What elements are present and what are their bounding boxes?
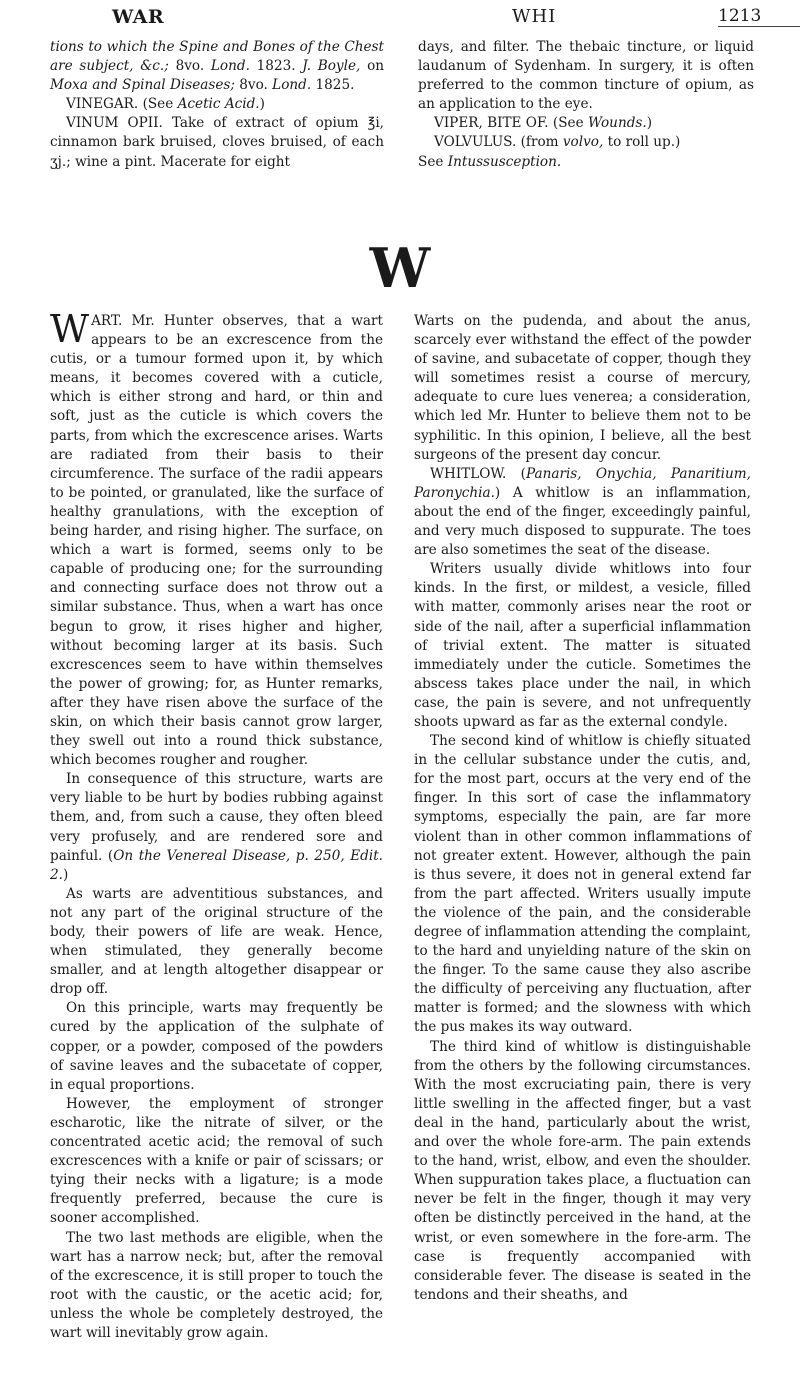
ref-place-2: Lond. bbox=[272, 77, 312, 94]
ref-author: J. Boyle, bbox=[302, 58, 361, 75]
paragraph bbox=[50, 770, 383, 885]
citation: On the Venereal Disease, p. 250, Edit. 2. bbox=[50, 847, 383, 883]
headword-whitlow: WHITLOW. bbox=[430, 465, 507, 482]
synonyms: Panaris, Onychia, Panaritium, Paronychia. bbox=[414, 465, 751, 501]
ref-place: Lond. bbox=[210, 58, 250, 75]
ref-on: on bbox=[360, 58, 385, 75]
volvulus-see bbox=[418, 153, 754, 172]
ref-format-2: 8vo. bbox=[234, 77, 273, 94]
see-text: (See bbox=[138, 96, 178, 113]
headword-vinum-opii: VINUM OPII. bbox=[66, 115, 163, 132]
running-head bbox=[0, 2, 800, 32]
body-left-column bbox=[50, 307, 383, 1343]
ref-year-2: 1825. bbox=[311, 77, 355, 94]
entry-text: Mr. Hunter observes, that a wart appears to be an excrescence from the cutis, or a tumour formed upon it, by which means, it becomes covered with a cuticle, which is either strong and hard, or thin and soft, just as the cuticle is which covers the parts, from which the excrescence arises. Warts are radiated from their basis to their circumference. The surface of the radii appears to be pointed, or granulated, like the surface of healthy granulations, with the exception of being harder, and rising higher. The surface, on which a wart is formed, seems only to be capable of producing one; for the surrounding and connecting surface does not throw out a similar substance. Thus, when a wart has once begun to grow, it rises higher and higher, without becoming larger at its basis. Such excrescences seem to have within themselves the power of growing; for, as Hunter remarks, after they have risen above the surface of the skin, on which their basis cannot grow larger, they swell out into a round thick substance, which becomes rougher and rougher. bbox=[50, 313, 383, 769]
headword-wart: ART. bbox=[91, 313, 123, 329]
top-left-column bbox=[50, 38, 384, 172]
entry-text: ) A whitlow is an inflammation, about the end of the finger, exceedingly painful, and very much disposed to suppurate. The toes are also sometimes the seat of the disease. bbox=[414, 484, 751, 559]
body-right-column bbox=[414, 312, 751, 1305]
running-head-left: WAR bbox=[112, 6, 165, 28]
drop-cap: W bbox=[50, 307, 90, 351]
see-text: See bbox=[418, 153, 448, 170]
header-rule bbox=[718, 26, 800, 27]
headword-volvulus: VOLVULUS. bbox=[434, 134, 517, 151]
paragraph: On this principle, warts may frequently be cured by the application of the sulphate of copper, or a powder, composed of the powders of savine leaves and the subacetate of copper, in equal proportions. bbox=[50, 1000, 383, 1093]
page-number: 1213 bbox=[718, 6, 762, 26]
entry-vinum-opii bbox=[50, 114, 384, 171]
reference-paragraph bbox=[50, 38, 384, 95]
ref-year: 1823. bbox=[249, 58, 303, 75]
entry-vinegar bbox=[50, 95, 384, 114]
ref-title-2: Moxa and Spinal Diseases; bbox=[50, 77, 235, 94]
entry-volvulus bbox=[418, 133, 754, 152]
entry-text: Take of extract of opium ℥i, cinnamon bark bruised, cloves bruised, of each ʒj.; wine a pint. Macerate for eight bbox=[50, 115, 384, 170]
paragraph: The third kind of whitlow is distinguishable from the others by the following circumstances. With the most excruciating pain, there is very little swelling in the affected finger, but a vast deal in the hand, particularly about the wrist, and over the whole fore-arm. The pain extends to the hand, wrist, elbow, and even the shoulder. When suppuration takes place, a fluctuation can never be felt in the finger, though it may very often be distinctly perceived in the hand, at the wrist, or even somewhere in the fore-arm. The case is frequently accompanied with considerable fever. The disease is seated in the tendons and their sheaths, and bbox=[414, 1038, 751, 1303]
vinum-continuation: days, and filter. The thebaic tincture, or liquid laudanum of Sydenham. In surgery, it is often preferred to the common tincture of opium, as an application to the eye. bbox=[418, 39, 754, 113]
open-paren: ( bbox=[506, 465, 526, 482]
etymology-latin: volvo, bbox=[562, 134, 604, 151]
paragraph: The two last methods are eligible, when the wart has a narrow neck; but, after the removal of the excrescence, it is still proper to touch the root with the caustic, or the acetic acid; for, unless the whole be completely destroyed, the wart will inevitably grow again. bbox=[50, 1229, 383, 1341]
headword-viper: VIPER, BITE OF. bbox=[434, 115, 549, 132]
section-letter-heading: W bbox=[369, 236, 431, 300]
ref-format: 8vo. bbox=[168, 58, 211, 75]
paragraph-text: In consequence of this structure, warts are very liable to be hurt by bodies rubbing against them, and, from such a cause, they often bleed very profusely, and are rendered sore and painful. ( bbox=[50, 771, 383, 864]
entry-wart bbox=[50, 307, 383, 770]
etymology-from: (from bbox=[516, 134, 563, 151]
see-text: (See bbox=[548, 115, 588, 132]
ref-title: tions to which the Spine and Bones of the Chest are subject, &c.; bbox=[50, 39, 384, 75]
cross-reference: Intussusception. bbox=[447, 153, 562, 170]
etymology-text: to roll up.) bbox=[603, 134, 681, 151]
top-right-column bbox=[418, 38, 754, 172]
cross-reference: Wounds. bbox=[587, 115, 647, 132]
close-paren: ) bbox=[62, 866, 69, 883]
running-head-middle: WHI bbox=[512, 6, 557, 27]
paragraph: As warts are adventitious substances, and not any part of the original structure of the body, their powers of life are weak. Hence, when stimulated, they generally become smaller, and at length altogether disappear or drop off. bbox=[50, 885, 383, 998]
entry-viper bbox=[418, 114, 754, 133]
paragraph: Warts on the pudenda, and about the anus, scarcely ever withstand the effect of the powder of savine, and subacetate of copper, though they will sometimes resist a course of mercury, adequate to cure lues venerea; a consideration, which led Mr. Hunter to believe them not to be syphilitic. In this opinion, I believe, all the best surgeons of the present day concur. bbox=[414, 313, 751, 463]
paragraph: However, the employment of stronger escharotic, like the nitrate of silver, or the concentrated acetic acid; the removal of such excrescences with a knife or pair of scissars; or tying their necks with a ligature; is a mode frequently preferred, because the cure is sooner accomplished. bbox=[50, 1095, 383, 1227]
close-paren: ) bbox=[259, 96, 265, 113]
close-paren: ) bbox=[646, 115, 653, 132]
entry-whitlow bbox=[414, 465, 751, 560]
paragraph: Writers usually divide whitlows into four kinds. In the first, or mildest, a vesicle, filled with matter, commonly arises near the root or side of the nail, after a superficial inflammation of trivial extent. The matter is situated immediately under the cuticle. Sometimes the abscess takes place under the nail, in which case, the pain is severe, and not unfrequently shoots upward as far as the external condyle. bbox=[414, 561, 751, 730]
paragraph: The second kind of whitlow is chiefly situated in the cellular substance under the cutis, and, for the most part, occurs at the very end of the finger. In this sort of case the inflammatory symptoms, especially the pain, are far more violent than in other common inflammations of not greater extent. However, although the pain is thus severe, it does not in general extend far from the part affected. Writers usually impute the violence of the pain, and the considerable degree of inflammation attending the complaint, to the hard and unyielding nature of the skin on the finger. To the same cause they also ascribe the difficulty of perceiving any fluctuation, after matter is formed; and the slowness with which the pus makes its way outward. bbox=[414, 733, 751, 1036]
cross-reference: Acetic Acid. bbox=[177, 96, 260, 113]
headword-vinegar: VINEGAR. bbox=[66, 96, 139, 113]
